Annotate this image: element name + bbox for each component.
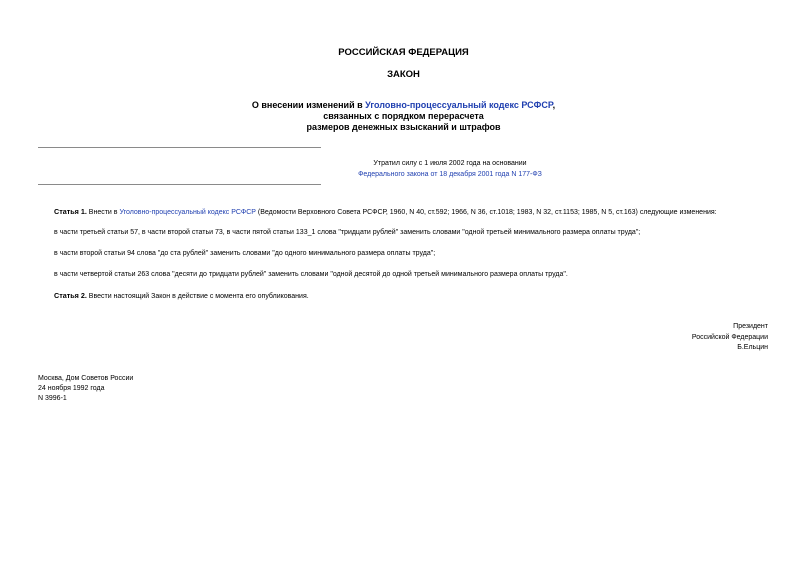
signature-block — [692, 322, 768, 354]
amendment-paragraph-1: в части третьей статьи 57, в части второй статьи 73, в части пятой статьи 133_1 слова "тридцати рублей" заменить словами "одной третьей минимального размера оплаты труда"; — [54, 229, 641, 236]
status-note — [240, 158, 660, 180]
law-title — [0, 100, 807, 133]
article-1-label: Статья 1. — [54, 207, 87, 216]
article-1-code-link[interactable]: Уголовно-процессуальный кодекс РСФСР — [119, 209, 256, 216]
title-code-link[interactable]: Уголовно-процессуальный кодекс РСФСР — [365, 100, 553, 110]
doc-type-heading: ЗАКОН — [387, 69, 420, 80]
country-heading: РОССИЙСКАЯ ФЕДЕРАЦИЯ — [338, 47, 469, 58]
status-note-text: Утратил силу с 1 июля 2002 года на основании — [373, 160, 527, 167]
signature-title: Президент — [733, 323, 768, 330]
divider-top — [38, 147, 321, 148]
law-title-line1 — [0, 100, 807, 111]
law-title-line2: связанных с порядком перерасчета — [323, 111, 484, 121]
article-1-pre: Внести в — [86, 209, 120, 216]
article-1 — [54, 207, 794, 217]
law-number: N 3996-1 — [38, 395, 67, 402]
status-note-link[interactable]: Федерального закона от 18 декабря 2001 года N 177-ФЗ — [358, 171, 542, 178]
signature-name: Б.Ельцин — [737, 344, 768, 351]
date: 24 ноября 1992 года — [38, 385, 105, 392]
article-2-label: Статья 2. — [54, 291, 87, 300]
article-1-post: (Ведомости Верховного Совета РСФСР, 1960, N 40, ст.592; 1966, N 36, ст.1018; 1983, N 32, ст.1153; 1985, N 5, ст.163) следующие изменения: — [255, 209, 717, 216]
law-title-line3: размеров денежных взысканий и штрафов — [306, 122, 501, 132]
article-2-text: Ввести настоящий Закон в действие с момента его опубликования. — [86, 293, 309, 300]
article-2 — [54, 291, 794, 301]
title-suffix: , — [552, 100, 556, 110]
amendment-paragraph-3: в части четвертой статьи 263 слова "десяти до тридцати рублей" заменить словами "одной десятой до одной третьей минимального размера оплаты труда". — [54, 271, 568, 278]
place: Москва, Дом Советов России — [38, 375, 134, 382]
amendment-paragraph-2: в части второй статьи 94 слова "до ста рублей" заменить словами "до одного минимального размера оплаты труда"; — [54, 250, 436, 257]
title-prefix: О внесении изменений в — [251, 100, 366, 110]
divider-bottom — [38, 184, 321, 185]
place-date-block — [38, 374, 133, 404]
signature-country: Российской Федерации — [691, 333, 768, 341]
